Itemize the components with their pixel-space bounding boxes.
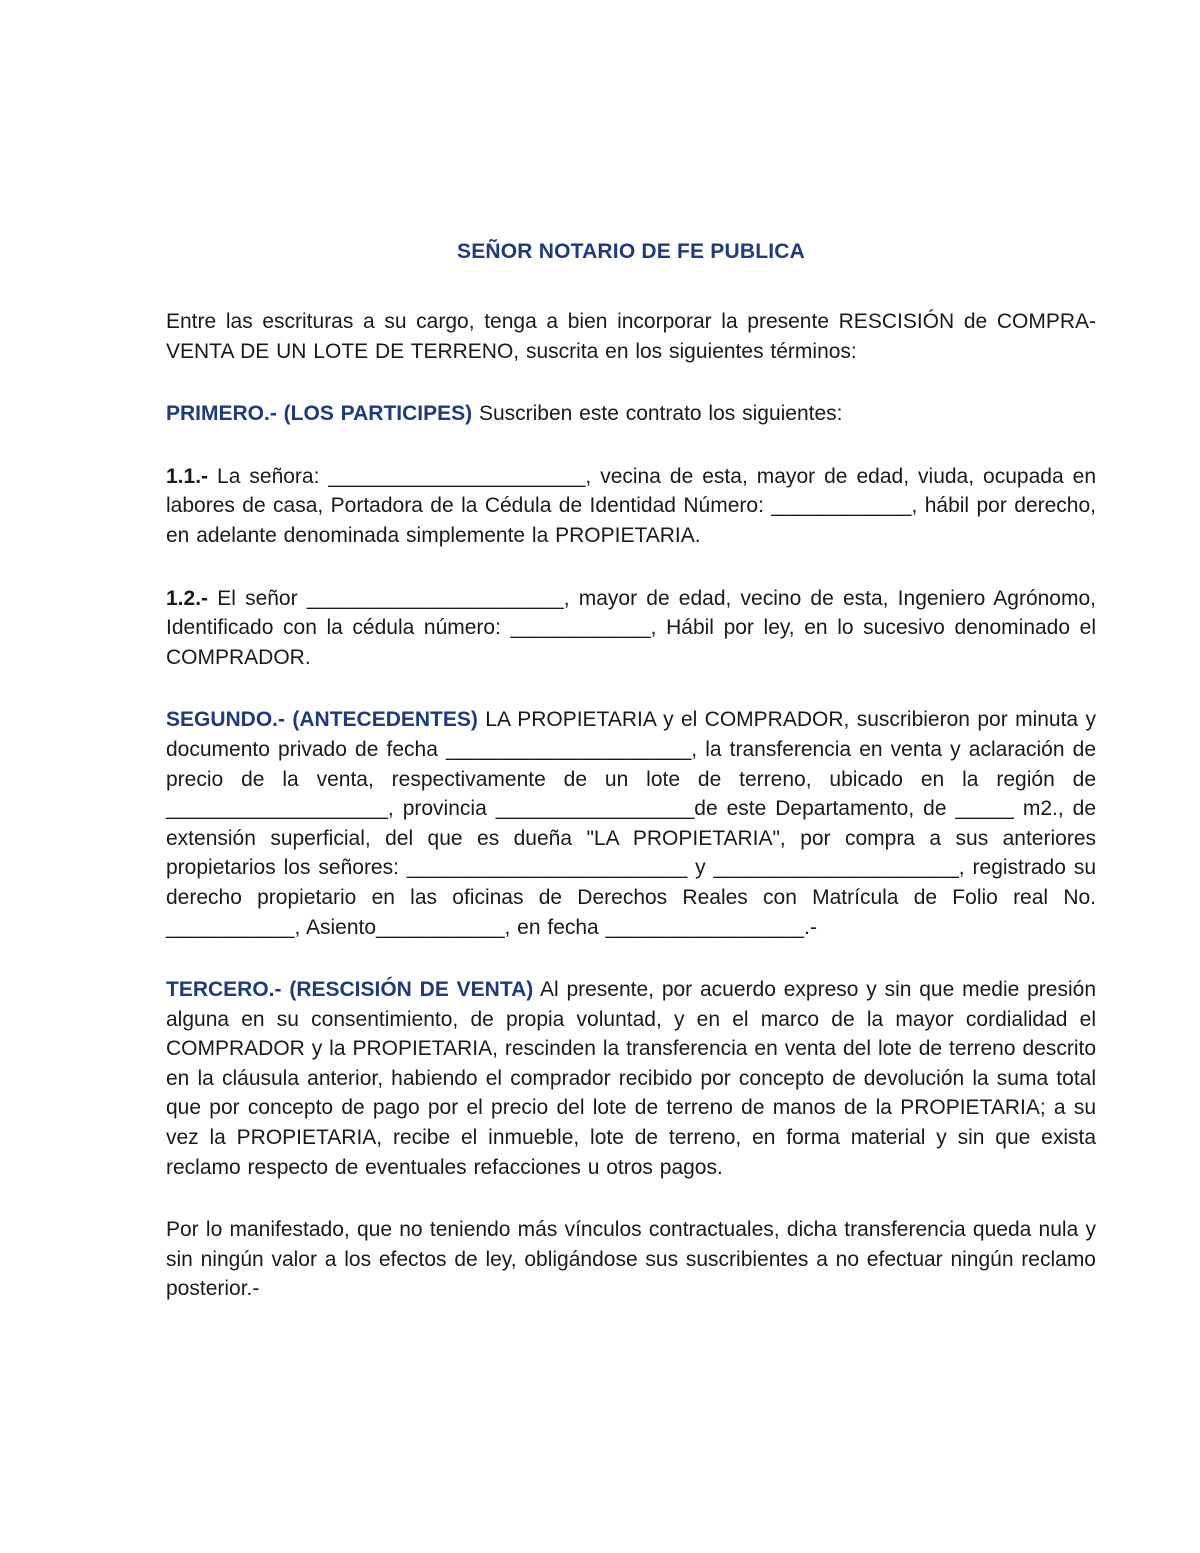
clause-segundo-label: SEGUNDO.- (ANTECEDENTES) <box>166 708 478 732</box>
clause-1-2 <box>166 584 1096 673</box>
clause-primero-text: Suscriben este contrato los siguientes: <box>472 402 843 426</box>
intro-paragraph: Entre las escrituras a su cargo, tenga a bien incorporar la presente RESCISIÓN de COMPRA-VENTA DE UN LOTE DE TERRENO, suscrita en los siguientes términos: <box>166 310 1096 363</box>
closing-paragraph: Por lo manifestado, que no teniendo más vínculos contractuales, dicha transferencia queda nula y sin ningún valor a los efectos de ley, obligándose sus suscribientes a no efectuar ningún reclamo posterior.- <box>166 1218 1096 1301</box>
clause-primero-label: PRIMERO.- (LOS PARTICIPES) <box>166 402 473 426</box>
clause-tercero-text: Al presente, por acuerdo expreso y sin que medie presión alguna en su consentimiento, de propia voluntad, y en el marco de la mayor cordialidad el COMPRADOR y la PROPIETARIA, rescinden la transferencia en venta del lote de terreno descrito en la cláusula anterior, habiendo el comprador recibido por concepto de devolución la suma total que por concepto de pago por el precio del lote de terreno de manos de la PROPIETARIA; a su vez la PROPIETARIA, recibe el inmueble, lote de terreno, en forma material y sin que exista reclamo respecto de eventuales refacciones u otros pagos. <box>166 978 1097 1179</box>
clause-1-2-label: 1.2.- <box>166 586 209 610</box>
clause-1-1 <box>166 462 1096 551</box>
clause-primero <box>166 399 1096 429</box>
clause-1-1-label: 1.1.- <box>166 464 209 488</box>
clause-1-1-text: La señora: ______________________, vecina de esta, mayor de edad, viuda, ocupada en labores de casa, Portadora de la Cédula de Identidad Número: ____________, hábil por derecho, en adelante denominada simplemente la PROPIETARIA. <box>166 464 1096 547</box>
clause-tercero-label: TERCERO.- (RESCISIÓN DE VENTA) <box>166 978 534 1002</box>
document-title: SEÑOR NOTARIO DE FE PUBLICA <box>456 240 806 263</box>
document-page <box>166 235 1096 1337</box>
clause-segundo <box>166 705 1096 942</box>
clause-tercero <box>166 975 1096 1182</box>
clause-segundo-text: LA PROPIETARIA y el COMPRADOR, suscribieron por minuta y documento privado de fecha _____________________, la transferencia en venta y aclaración de precio de la venta, respectivamente de un lote de terreno, ubicado en la región de ___________________, provincia _________________de este Departamento, de _____ m2., de extensión superficial, del que es dueña "LA PROPIETARIA", por compra a sus anteriores propietarios los señores: ________________________ y _____________________, registrado su derecho propietario en las oficinas de Derechos Reales con Matrícula de Folio real No. ___________, Asiento___________, en fecha _________________.- <box>166 708 1096 939</box>
clause-1-2-text: El señor ______________________, mayor de edad, vecino de esta, Ingeniero Agrónomo, Identificado con la cédula número: ____________, Hábil por ley, en lo sucesivo denominado el COMPRADOR. <box>166 586 1096 669</box>
